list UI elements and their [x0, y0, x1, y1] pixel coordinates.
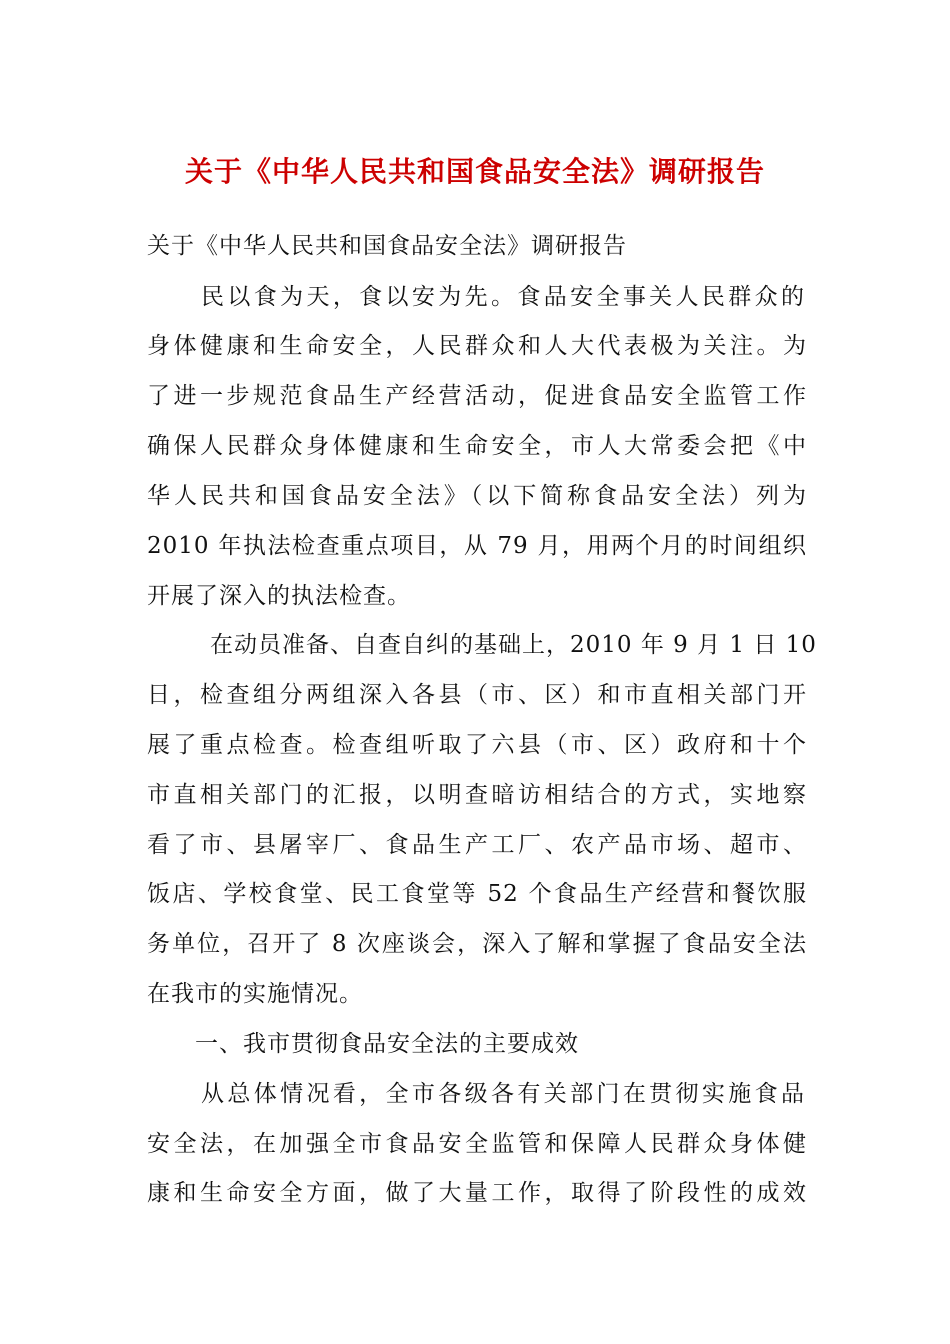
- text-line: 市直相关部门的汇报，以明查暗访相结合的方式，实地察: [147, 782, 807, 808]
- text-line: 日，检查组分两组深入各县（市、区）和市直相关部门开: [147, 682, 807, 708]
- text-line: 开展了深入的执法检查。: [147, 583, 411, 609]
- text-line: 从总体情况看，全市各级各有关部门在贯彻实施食品: [201, 1081, 805, 1107]
- text-line: 了进一步规范食品生产经营活动，促进食品安全监管工作: [147, 383, 807, 409]
- text-line: 在动员准备、自查自纠的基础上，2010 年 9 月 1 日 10: [210, 632, 817, 658]
- text-line: 在我市的实施情况。: [147, 981, 363, 1007]
- text-line: 身体健康和生命安全，人民群众和人大代表极为关注。为: [147, 333, 807, 359]
- document-title: 关于《中华人民共和国食品安全法》调研报告: [184, 155, 765, 188]
- text-line: 展了重点检查。检查组听取了六县（市、区）政府和十个: [147, 732, 807, 758]
- text-line: 务单位，召开了 8 次座谈会，深入了解和掌握了食品安全法: [147, 931, 807, 957]
- text-line: 华人民共和国食品安全法》（以下简称食品安全法）列为: [147, 483, 807, 509]
- text-line: 看了市、县屠宰厂、食品生产工厂、农产品市场、超市、: [147, 832, 807, 858]
- text-line: 饭店、学校食堂、民工食堂等 52 个食品生产经营和餐饮服: [147, 881, 807, 907]
- text-line: 确保人民群众身体健康和生命安全，市人大常委会把《中: [147, 433, 807, 459]
- text-line: 2010 年执法检查重点项目，从 79 月，用两个月的时间组织: [147, 533, 807, 559]
- text-line: 康和生命安全方面，做了大量工作，取得了阶段性的成效: [147, 1180, 807, 1206]
- section-heading: 一、我市贯彻食品安全法的主要成效: [195, 1031, 579, 1057]
- text-line: 关于《中华人民共和国食品安全法》调研报告: [147, 233, 627, 259]
- text-line: 安全法，在加强全市食品安全监管和保障人民群众身体健: [147, 1131, 807, 1157]
- text-line: 民以食为天，食以安为先。食品安全事关人民群众的: [201, 284, 805, 310]
